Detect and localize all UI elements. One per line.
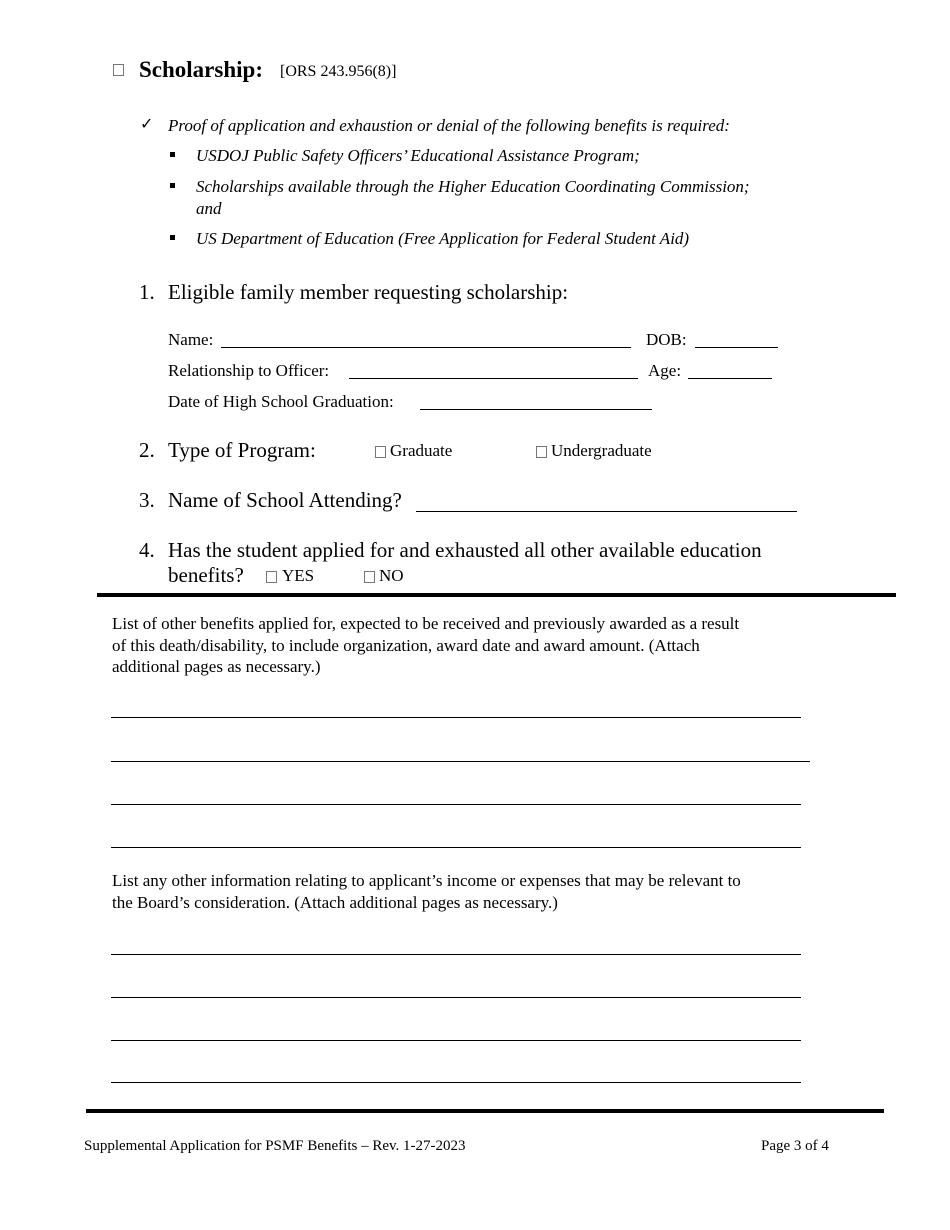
requirements-intro: Proof of application and exhaustion or denial of the following benefits is required: bbox=[168, 116, 730, 135]
footer-divider bbox=[86, 1109, 884, 1113]
footer-page-number: Page 3 of 4 bbox=[761, 1138, 829, 1154]
graduation-date-label: Date of High School Graduation: bbox=[168, 392, 394, 411]
bullet-icon bbox=[170, 152, 175, 157]
requirement-item: US Department of Education (Free Application for Federal Student Aid) bbox=[196, 229, 690, 248]
check-mark-icon: ✓ bbox=[140, 116, 154, 133]
scholarship-checkbox[interactable] bbox=[113, 64, 124, 76]
name-label: Name: bbox=[168, 330, 214, 349]
other-benefits-text: additional pages as necessary.) bbox=[112, 657, 321, 676]
footer-form-title: Supplemental Application for PSMF Benefits – Rev. 1-27-2023 bbox=[84, 1138, 466, 1154]
other-benefits-text: of this death/disability, to include organization, award date and award amount. (Attach bbox=[112, 636, 700, 655]
question-number: 1. bbox=[139, 280, 155, 304]
age-label: Age: bbox=[648, 361, 682, 380]
relationship-field[interactable] bbox=[349, 364, 638, 379]
other-benefits-answer-line[interactable] bbox=[111, 804, 801, 805]
yes-checkbox[interactable] bbox=[266, 571, 277, 583]
question-1-label: Eligible family member requesting scholarship: bbox=[168, 280, 569, 304]
requirement-item-continued: and bbox=[196, 199, 222, 218]
undergraduate-option-label: Undergraduate bbox=[551, 441, 652, 460]
question-3-label: Name of School Attending? bbox=[168, 488, 402, 512]
section-divider bbox=[97, 593, 896, 597]
other-info-answer-line[interactable] bbox=[111, 997, 801, 998]
question-4-label-continued: benefits? bbox=[168, 563, 244, 587]
other-info-text: List any other information relating to applicant’s income or expenses that may be relevant to bbox=[112, 871, 741, 890]
other-benefits-answer-line[interactable] bbox=[111, 761, 810, 762]
question-number: 4. bbox=[139, 538, 155, 562]
other-info-answer-line[interactable] bbox=[111, 954, 801, 955]
age-field[interactable] bbox=[688, 364, 772, 379]
bullet-icon bbox=[170, 235, 175, 240]
graduate-checkbox[interactable] bbox=[375, 446, 386, 458]
no-checkbox[interactable] bbox=[364, 571, 375, 583]
name-field[interactable] bbox=[221, 333, 631, 348]
section-citation: [ORS 243.956(8)] bbox=[280, 63, 397, 80]
graduate-option-label: Graduate bbox=[390, 441, 453, 460]
other-info-text: the Board’s consideration. (Attach additional pages as necessary.) bbox=[112, 893, 558, 912]
question-2-label: Type of Program: bbox=[168, 438, 316, 462]
dob-field[interactable] bbox=[695, 333, 778, 348]
other-info-answer-line[interactable] bbox=[111, 1040, 801, 1041]
bullet-icon bbox=[170, 183, 175, 188]
other-benefits-text: List of other benefits applied for, expected to be received and previously awarded as a result bbox=[112, 614, 740, 633]
dob-label: DOB: bbox=[646, 330, 687, 349]
requirement-item: Scholarships available through the Higher Education Coordinating Commission; bbox=[196, 177, 750, 196]
relationship-label: Relationship to Officer: bbox=[168, 361, 330, 380]
school-name-field[interactable] bbox=[416, 494, 797, 512]
undergraduate-checkbox[interactable] bbox=[536, 446, 547, 458]
question-4-label: Has the student applied for and exhausted all other available education bbox=[168, 538, 762, 562]
graduation-date-field[interactable] bbox=[420, 395, 652, 410]
no-option-label: NO bbox=[379, 566, 404, 585]
yes-option-label: YES bbox=[282, 566, 315, 585]
question-number: 2. bbox=[139, 438, 155, 462]
section-title: Scholarship: bbox=[139, 57, 263, 82]
question-number: 3. bbox=[139, 488, 155, 512]
other-info-answer-line[interactable] bbox=[111, 1082, 801, 1083]
other-benefits-answer-line[interactable] bbox=[111, 717, 801, 718]
other-benefits-answer-line[interactable] bbox=[111, 847, 801, 848]
requirement-item: USDOJ Public Safety Officers’ Educational Assistance Program; bbox=[196, 146, 640, 165]
